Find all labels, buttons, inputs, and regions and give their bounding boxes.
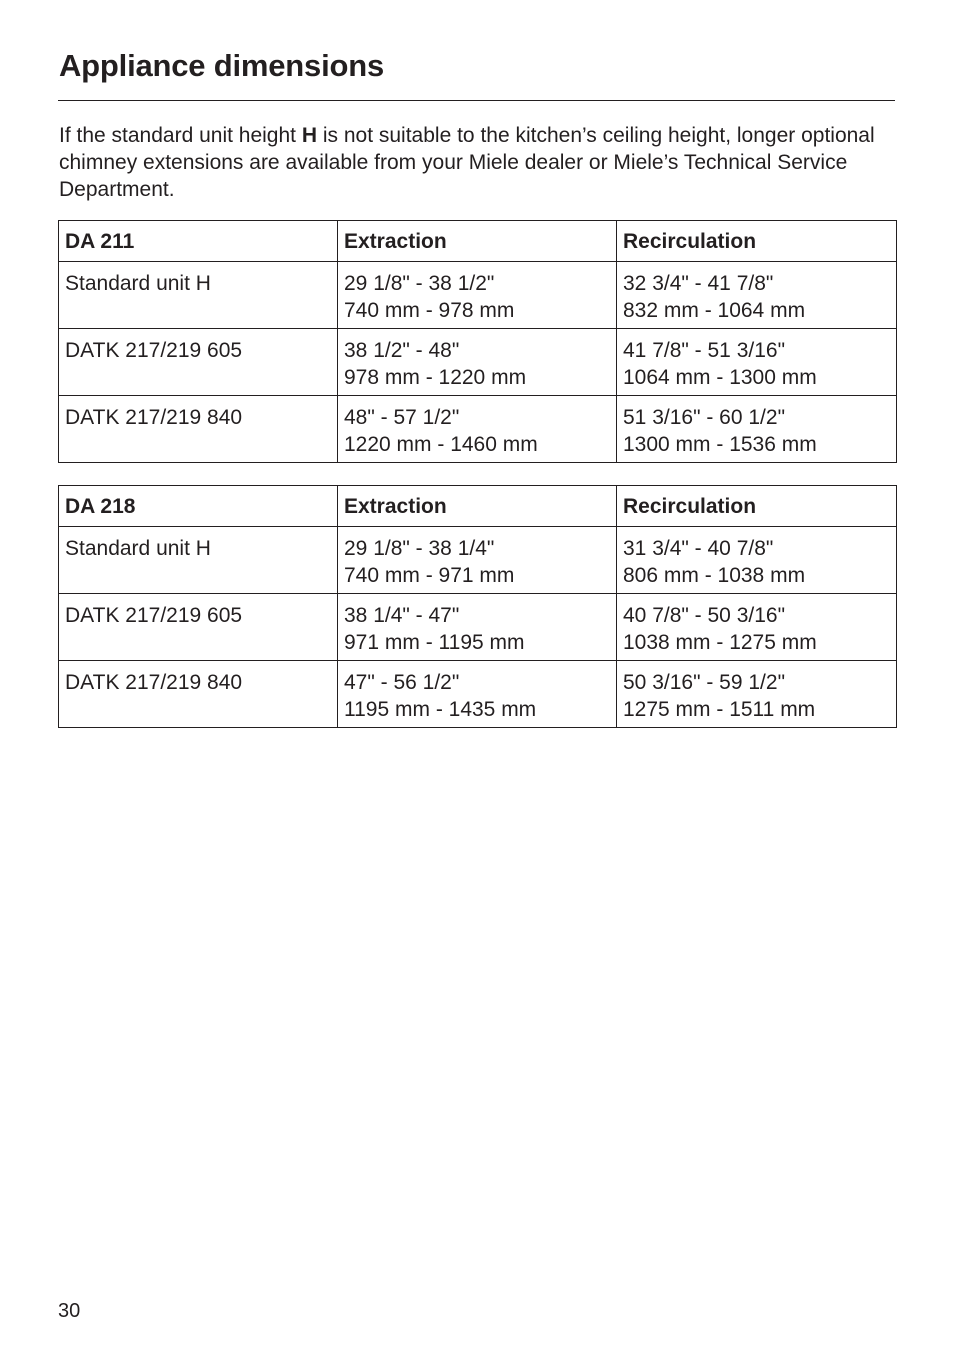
title-divider bbox=[58, 100, 895, 101]
row-label: Standard unit H bbox=[59, 527, 338, 594]
recirculation-header: Recirculation bbox=[617, 221, 897, 262]
table-row bbox=[59, 594, 897, 661]
extraction-mm: 978 mm - 1220 mm bbox=[344, 366, 527, 389]
extraction-mm: 1195 mm - 1435 mm bbox=[344, 698, 537, 721]
row-label: DATK 217/219 840 bbox=[59, 396, 338, 463]
page-number: 30 bbox=[58, 1300, 81, 1322]
table-row bbox=[59, 262, 897, 329]
table-header-row bbox=[59, 221, 897, 262]
dimensions-table-da211 bbox=[58, 220, 897, 463]
extraction-inches: 38 1/4" - 47" bbox=[344, 604, 460, 627]
row-label: DATK 217/219 605 bbox=[59, 329, 338, 396]
extraction-cell bbox=[338, 527, 617, 594]
extraction-cell bbox=[338, 329, 617, 396]
extraction-cell bbox=[338, 594, 617, 661]
recirculation-mm: 1275 mm - 1511 mm bbox=[623, 698, 816, 721]
extraction-header: Extraction bbox=[338, 221, 617, 262]
extraction-inches: 29 1/8" - 38 1/2" bbox=[344, 272, 495, 295]
recirculation-inches: 51 3/16" - 60 1/2" bbox=[623, 406, 786, 429]
model-header: DA 218 bbox=[59, 486, 338, 527]
extraction-inches: 47" - 56 1/2" bbox=[344, 671, 460, 694]
recirculation-inches: 40 7/8" - 50 3/16" bbox=[623, 604, 786, 627]
model-header: DA 211 bbox=[59, 221, 338, 262]
extraction-inches: 38 1/2" - 48" bbox=[344, 339, 460, 362]
recirculation-header: Recirculation bbox=[617, 486, 897, 527]
extraction-inches: 48" - 57 1/2" bbox=[344, 406, 460, 429]
recirculation-mm: 832 mm - 1064 mm bbox=[623, 299, 806, 322]
row-label: Standard unit H bbox=[59, 262, 338, 329]
table-row bbox=[59, 396, 897, 463]
recirculation-mm: 806 mm - 1038 mm bbox=[623, 564, 806, 587]
recirculation-inches: 50 3/16" - 59 1/2" bbox=[623, 671, 786, 694]
recirculation-cell bbox=[617, 329, 897, 396]
table-row bbox=[59, 527, 897, 594]
recirculation-cell bbox=[617, 396, 897, 463]
dimensions-table-da218 bbox=[58, 485, 897, 728]
row-label: DATK 217/219 840 bbox=[59, 661, 338, 728]
extraction-inches: 29 1/8" - 38 1/4" bbox=[344, 537, 495, 560]
extraction-header: Extraction bbox=[338, 486, 617, 527]
recirculation-mm: 1038 mm - 1275 mm bbox=[623, 631, 817, 654]
recirculation-cell bbox=[617, 262, 897, 329]
recirculation-inches: 32 3/4" - 41 7/8" bbox=[623, 272, 774, 295]
intro-paragraph bbox=[59, 122, 899, 203]
extraction-cell bbox=[338, 262, 617, 329]
extraction-mm: 740 mm - 971 mm bbox=[344, 564, 515, 587]
table-row bbox=[59, 329, 897, 396]
extraction-cell bbox=[338, 661, 617, 728]
recirculation-mm: 1300 mm - 1536 mm bbox=[623, 433, 817, 456]
table-header-row bbox=[59, 486, 897, 527]
page-title: Appliance dimensions bbox=[59, 48, 385, 83]
recirculation-cell bbox=[617, 527, 897, 594]
extraction-mm: 971 mm - 1195 mm bbox=[344, 631, 525, 654]
recirculation-cell bbox=[617, 594, 897, 661]
intro-height-symbol: H bbox=[301, 124, 318, 147]
extraction-mm: 1220 mm - 1460 mm bbox=[344, 433, 538, 456]
recirculation-inches: 41 7/8" - 51 3/16" bbox=[623, 339, 786, 362]
row-label: DATK 217/219 605 bbox=[59, 594, 338, 661]
extraction-mm: 740 mm - 978 mm bbox=[344, 299, 515, 322]
intro-text-before: If the standard unit height bbox=[59, 124, 302, 147]
recirculation-cell bbox=[617, 661, 897, 728]
table-row bbox=[59, 661, 897, 728]
recirculation-inches: 31 3/4" - 40 7/8" bbox=[623, 537, 774, 560]
recirculation-mm: 1064 mm - 1300 mm bbox=[623, 366, 817, 389]
extraction-cell bbox=[338, 396, 617, 463]
intro-text-after: is not suitable to the kitchen’s ceiling height, longer optional chimney extensions are available from your Miele dealer or Miele’s Technical Service Department. bbox=[59, 124, 875, 201]
